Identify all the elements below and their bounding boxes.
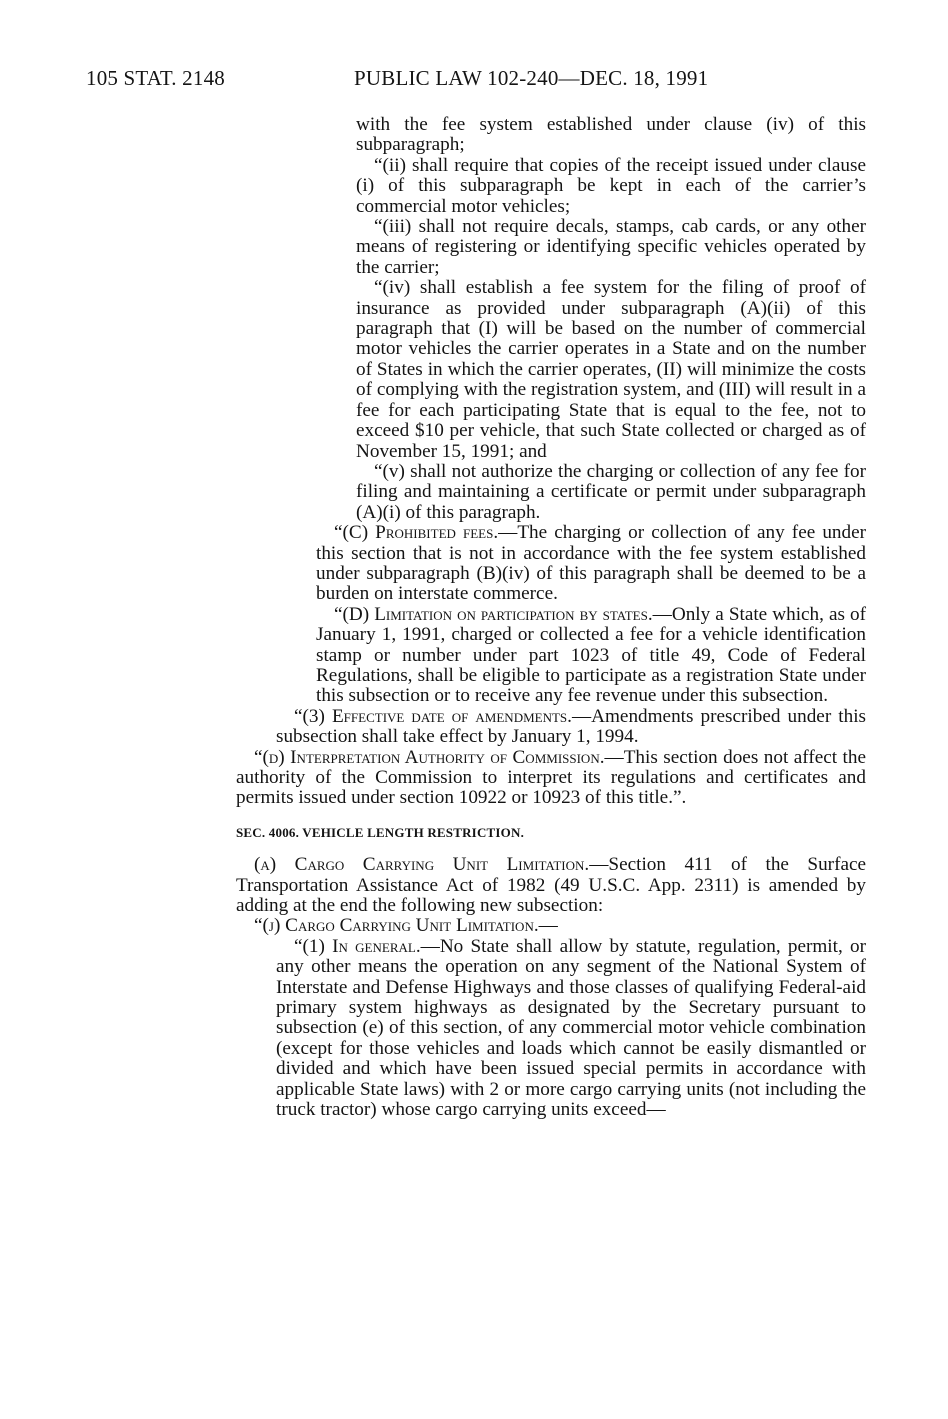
heading-effective-date: “(3) Effective date of amendments. xyxy=(294,705,572,727)
paragraph-in-general xyxy=(276,937,866,1121)
heading-in-general: “(1) In general. xyxy=(294,935,421,957)
heading-limitation-participation: “(D) Limitation on participation by states. xyxy=(334,603,653,625)
paragraph-clause-ii: “(ii) shall require that copies of the receipt issued under clause (i) of this subparagraph be kept in each of the carrier’s commercial motor vehicles; xyxy=(356,154,866,217)
paragraph-limitation-participation xyxy=(316,605,866,707)
paragraph-cargo-unit-limitation xyxy=(236,855,866,916)
text-limitation-participation: —Only a State which, as of January 1, 1991, charged or collected a fee for a vehicle identification stamp or number under part 1023 of title 49, Code of Federal Regulations, shall be eligible to participate as a registration State under this subsection or to receive any fee revenue under this subsection. xyxy=(316,603,866,707)
document-body xyxy=(0,115,948,1121)
stat-reference: 105 STAT. 2148 xyxy=(86,66,225,90)
law-reference: PUBLIC LAW 102-240—DEC. 18, 1991 xyxy=(354,66,709,90)
paragraph-clause-iii: “(iii) shall not require decals, stamps, cab cards, or any other means of registering or identifying specific vehicles operated by the carrier; xyxy=(356,216,866,278)
heading-subsection-j: “(j) Cargo Carrying Unit Limitation. xyxy=(254,915,539,937)
paragraph-effective-date xyxy=(276,707,866,748)
text-interpretation-authority: —This section does not affect the authority of the Commission to interpret its regulations and certificates and permits issued under section 10922 or 10923 of this title.”. xyxy=(236,746,866,809)
paragraph-interpretation-authority xyxy=(236,748,866,809)
paragraph-subsection-j xyxy=(236,916,866,936)
paragraph-clause-iv: “(iv) shall establish a fee system for the filing of proof of insurance as provided under subparagraph (A)(ii) of this paragraph that (I) will be based on the number of commercial motor vehicles the carrier operates in a State and on the number of States in which the carrier operates, (II) will minimize the costs of complying with the registration system, and (III) will result in a fee for each participating State that is equal to the fee, not to exceed $10 per vehicle, that such State collected or charged as of November 15, 1991; and xyxy=(356,277,866,462)
text-in-general: —No State shall allow by statute, regulation, permit, or any other means the operation on any segment of the National System of Interstate and Defense Highways and those classes of qualifying Federal-aid primary system highways as designated by the Secretary pursuant to subsection (e) of this section, of any commercial motor vehicle combination (except for those vehicles and loads which cannot be easily dismantled or divided and which have been issued special permits in accordance with applicable State laws) with 2 or more cargo carrying units (not including the truck tractor) whose cargo carrying units exceed— xyxy=(276,935,866,1121)
paragraph-continuation: with the fee system established under clause (iv) of this subparagraph; xyxy=(356,114,866,156)
text-cargo-unit-limitation: —Section 411 of the Surface Transportation Assistance Act of 1982 (49 U.S.C. App. 2311) is amended by adding at the end the following new subsection: xyxy=(236,854,867,917)
heading-interpretation-authority: “(d) Interpretation Authority of Commission. xyxy=(254,746,605,768)
paragraph-clause-v: “(v) shall not authorize the charging or collection of any fee for filing and maintaining a certificate or permit under subparagraph (A)(i) of this paragraph. xyxy=(356,460,866,523)
text-subsection-j: — xyxy=(538,915,558,937)
text-prohibited-fees: —The charging or collection of any fee under this section that is not in accordance with the fee system established under subparagraph (B)(iv) of this paragraph shall be deemed to be a burden on interstate commerce. xyxy=(316,522,867,605)
paragraph-prohibited-fees xyxy=(316,523,866,605)
text-effective-date: —Amendments prescribed under this subsection shall take effect by January 1, 1994. xyxy=(276,705,867,748)
section-heading: SEC. 4006. VEHICLE LENGTH RESTRICTION. xyxy=(236,824,525,840)
heading-prohibited-fees: “(C) Prohibited fees. xyxy=(334,522,499,544)
heading-cargo-unit-limitation: (a) Cargo Carrying Unit Limitation. xyxy=(254,854,590,876)
